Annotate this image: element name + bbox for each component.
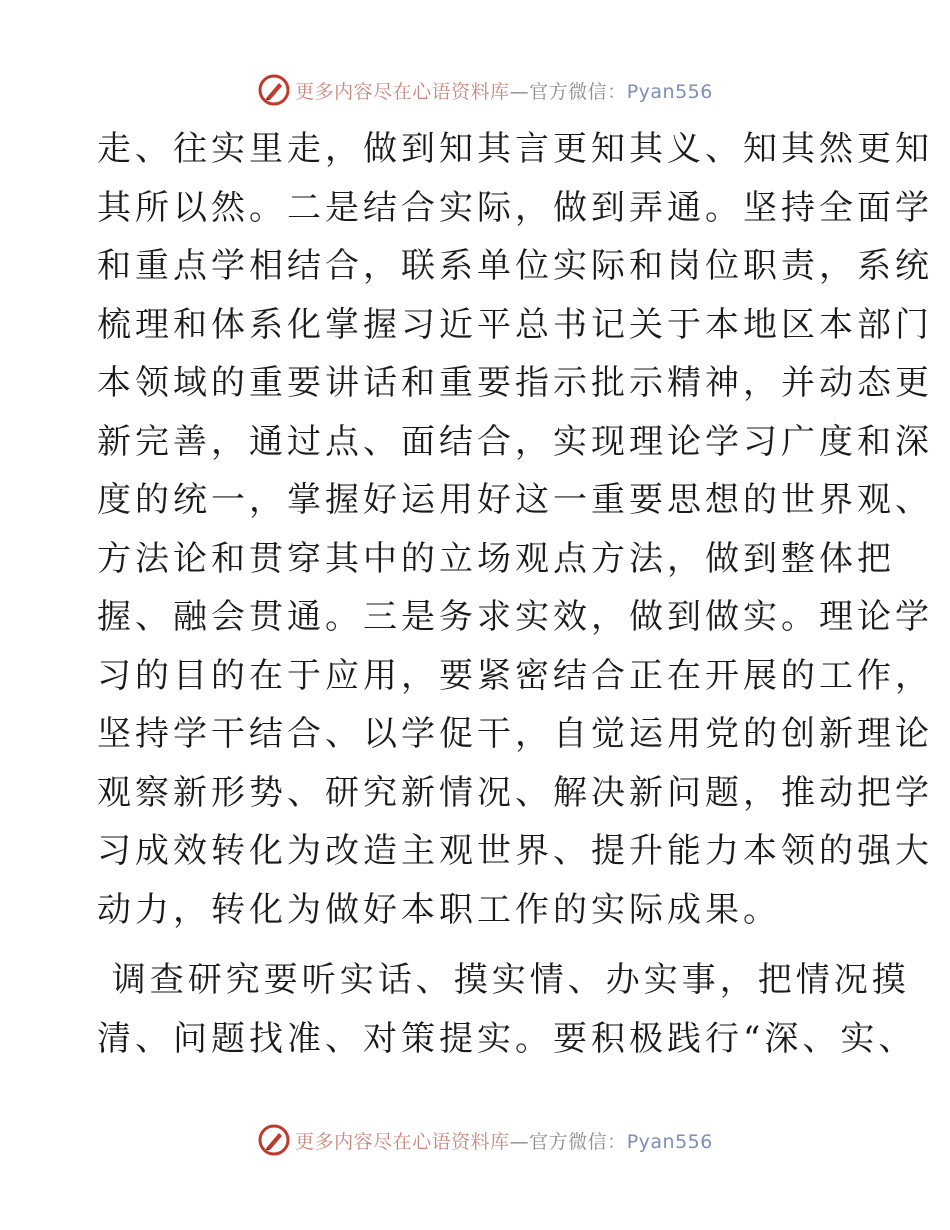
header-banner-text	[295, 77, 713, 104]
header-dash: —	[509, 80, 530, 103]
text-line: 新完善，通过点、面结合，实现理论学习广度和深	[97, 421, 933, 462]
text-line: 握、融会贯通。三是务求实效，做到做实。理论学	[97, 597, 933, 637]
text-line: 方法论和贯穿其中的立场观点方法，做到整体把	[97, 538, 895, 579]
text-line: 其所以然。二是结合实际，做到弄通。坚持全面学	[97, 187, 933, 228]
text-line: 动力，转化为做好本职工作的实际成果。	[97, 889, 781, 930]
paragraph-1	[97, 120, 933, 939]
text-line: 清、问题找准、对策提实。要积极践行“深、实、	[97, 1018, 917, 1059]
document-body	[97, 120, 933, 1068]
header-banner-inner	[257, 73, 713, 107]
footer-site-text: 更多内容尽在心语资料库	[295, 1130, 510, 1153]
pen-logo-icon	[257, 1123, 291, 1157]
text-line: 坚持学干结合、以学促干，自觉运用党的创新理论	[97, 714, 933, 754]
text-line: 梳理和体系化掌握习近平总书记关于本地区本部门	[97, 304, 933, 345]
text-line: 调查研究要听实话、摸实情、办实事，把情况摸	[97, 960, 910, 1000]
text-line: 和重点学相结合，联系单位实际和岗位职责，系统	[97, 246, 933, 286]
paragraph-2	[97, 951, 917, 1068]
footer-banner-inner	[257, 1123, 713, 1157]
header-site-text: 更多内容尽在心语资料库	[295, 80, 510, 103]
footer-account: Pyan556	[626, 1130, 713, 1153]
text-line: 本领域的重要讲话和重要指示批示精神，并动态更	[97, 363, 933, 403]
footer-banner-text	[295, 1127, 713, 1154]
header-account: Pyan556	[626, 80, 713, 103]
header-wechat-label: 官方微信：	[529, 80, 627, 103]
text-line: 观察新形势、研究新情况、解决新问题，推动把学	[97, 772, 933, 813]
footer-dash: —	[509, 1130, 530, 1153]
paragraph-gap	[97, 939, 857, 951]
pen-logo-icon	[257, 73, 291, 107]
footer-wechat-label: 官方微信：	[529, 1130, 627, 1153]
text-line: 习的目的在于应用，要紧密结合正在开展的工作，	[97, 655, 933, 696]
text-line: 度的统一，掌握好运用好这一重要思想的世界观、	[97, 480, 933, 520]
text-line: 习成效转化为改造主观世界、提升能力本领的强大	[97, 831, 933, 871]
header-banner	[0, 70, 950, 110]
text-line: 走、往实里走，做到知其言更知其义、知其然更知	[97, 129, 933, 169]
footer-banner	[0, 1120, 950, 1160]
